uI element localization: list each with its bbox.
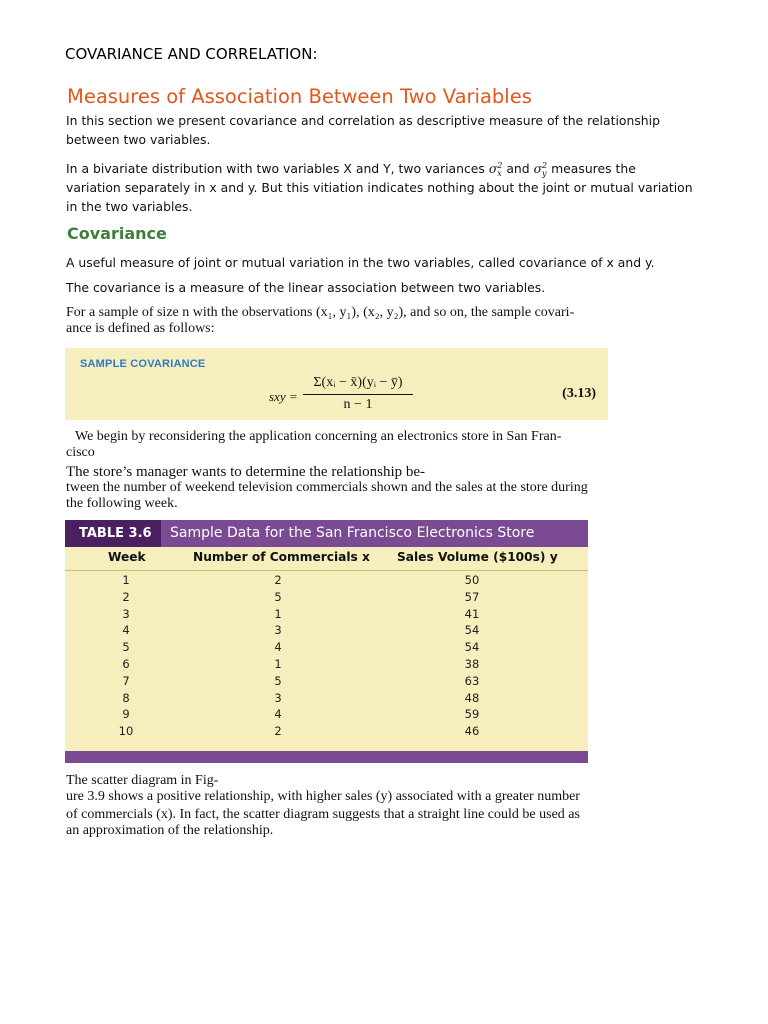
sigma-y-sub: y bbox=[542, 169, 547, 178]
table-row bbox=[65, 622, 588, 639]
table-caption: Sample Data for the San Francisco Electronics Store bbox=[170, 525, 535, 541]
sample-line-1: For a sample of size n with the observations (x₁, y₁), (x₂, y₂), and so on, the sample covari- bbox=[66, 305, 575, 320]
covariance-line-2: The covariance is a measure of the linear association between two variables. bbox=[66, 280, 546, 295]
intro-line-2: between two variables. bbox=[66, 132, 211, 147]
data-table bbox=[65, 520, 588, 763]
cell-sales: 63 bbox=[464, 673, 480, 688]
section-title: Measures of Association Between Two Variables bbox=[67, 85, 532, 108]
scatter-line-1: The scatter diagram in Fig- bbox=[66, 773, 219, 788]
cell-sales: 48 bbox=[464, 690, 480, 705]
cell-week: 10 bbox=[118, 724, 134, 739]
cell-commercials: 3 bbox=[274, 690, 282, 705]
table-row bbox=[65, 639, 588, 656]
column-header-rule bbox=[65, 570, 588, 571]
bivariate-line-1 bbox=[66, 159, 696, 178]
cell-sales: 54 bbox=[464, 623, 480, 638]
table-row bbox=[65, 572, 588, 589]
column-header-sales: Sales Volume ($100s) y bbox=[397, 550, 558, 564]
sigma-x-symbol bbox=[489, 161, 503, 176]
sigma-y-symbol bbox=[534, 161, 548, 176]
table-row bbox=[65, 606, 588, 623]
cell-week: 9 bbox=[122, 707, 130, 722]
reconsider-paragraph bbox=[66, 429, 635, 461]
cell-sales: 59 bbox=[464, 707, 480, 722]
cell-commercials: 4 bbox=[274, 640, 282, 655]
cell-week: 2 bbox=[122, 589, 130, 604]
cell-commercials: 5 bbox=[274, 589, 282, 604]
intro-paragraph bbox=[66, 111, 696, 149]
sample-paragraph bbox=[66, 305, 626, 337]
sigma-y-letter: σ bbox=[533, 161, 543, 176]
cell-commercials: 1 bbox=[274, 606, 282, 621]
table-tag: TABLE 3.6 bbox=[65, 520, 161, 547]
scatter-line-4: an approximation of the relationship. bbox=[66, 823, 274, 838]
column-header-week: Week bbox=[108, 550, 146, 564]
table-row bbox=[65, 589, 588, 606]
cell-commercials: 2 bbox=[274, 573, 282, 587]
table-row bbox=[65, 723, 588, 740]
sample-line-2: ance is defined as follows: bbox=[66, 321, 215, 336]
formula-box bbox=[65, 348, 608, 420]
cell-commercials: 5 bbox=[274, 673, 282, 688]
intro-line-1: In this section we present covariance and correlation as descriptive measure of the relationship bbox=[66, 113, 660, 128]
cell-week: 4 bbox=[122, 623, 130, 638]
cell-commercials: 3 bbox=[274, 623, 282, 638]
table-row bbox=[65, 690, 588, 707]
manager-line-2: tween the number of weekend television commercials shown and the sales at the store during bbox=[66, 480, 588, 495]
scatter-paragraph bbox=[66, 773, 626, 839]
cell-week: 3 bbox=[122, 606, 130, 621]
covariance-paragraph bbox=[66, 250, 696, 300]
sigma-y-sup: 2 bbox=[542, 161, 548, 170]
formula-label: SAMPLE COVARIANCE bbox=[80, 358, 206, 370]
cell-sales: 57 bbox=[464, 589, 480, 604]
table-header-bar bbox=[65, 520, 588, 547]
cell-sales: 50 bbox=[464, 573, 480, 587]
reconsider-line-2: cisco bbox=[66, 445, 95, 460]
formula-numerator: Σ(xᵢ − x̄)(yᵢ − ȳ) bbox=[303, 375, 413, 395]
cell-week: 6 bbox=[122, 656, 130, 671]
sigma-x-letter: σ bbox=[488, 161, 498, 176]
cell-week: 8 bbox=[122, 690, 130, 705]
cell-sales: 54 bbox=[464, 640, 480, 655]
cell-week: 7 bbox=[122, 673, 130, 688]
bivariate-line-1-suffix: measures the bbox=[547, 161, 636, 176]
manager-line-3: the following week. bbox=[66, 496, 178, 511]
column-header-commercials: Number of Commercials x bbox=[193, 550, 370, 564]
formula-denominator: n − 1 bbox=[343, 397, 373, 412]
page-heading: COVARIANCE AND CORRELATION: bbox=[65, 45, 318, 63]
formula-lhs: sxy = bbox=[269, 389, 298, 404]
cell-sales: 46 bbox=[464, 724, 480, 739]
table-row bbox=[65, 673, 588, 690]
formula-number: (3.13) bbox=[562, 386, 596, 401]
manager-paragraph bbox=[66, 464, 626, 512]
bivariate-and: and bbox=[502, 161, 534, 176]
cell-week: 1 bbox=[122, 573, 130, 587]
scatter-line-3: of commercials (x). In fact, the scatter diagram suggests that a straight line could be used as bbox=[66, 807, 580, 822]
scatter-line-2: ure 3.9 shows a positive relationship, with higher sales (y) associated with a greater number bbox=[66, 789, 580, 804]
bivariate-paragraph bbox=[66, 159, 696, 216]
cell-commercials: 2 bbox=[274, 724, 282, 739]
cell-sales: 41 bbox=[464, 606, 480, 621]
manager-line-1: The store’s manager wants to determine the relationship be- bbox=[66, 464, 426, 480]
bivariate-line-2: variation separately in x and y. But this vitiation indicates nothing about the joint or mutual variation bbox=[66, 180, 693, 195]
cell-sales: 38 bbox=[464, 656, 480, 671]
covariance-title: Covariance bbox=[67, 224, 167, 243]
formula-fraction bbox=[303, 375, 413, 413]
cell-commercials: 1 bbox=[274, 656, 282, 671]
reconsider-line-1: We begin by reconsidering the application concerning an electronics store in San Fran- bbox=[75, 429, 562, 444]
cell-week: 5 bbox=[122, 640, 130, 655]
table-bottom-bar bbox=[65, 751, 588, 763]
sigma-x-sup: 2 bbox=[497, 161, 503, 170]
sigma-x-sub: x bbox=[497, 169, 502, 178]
covariance-line-1: A useful measure of joint or mutual variation in the two variables, called covariance of x and y. bbox=[66, 255, 655, 270]
bivariate-line-1-prefix: In a bivariate distribution with two variables X and Y, two variances bbox=[66, 161, 489, 176]
table-row bbox=[65, 706, 588, 723]
table-row bbox=[65, 656, 588, 673]
table-rows bbox=[65, 572, 588, 740]
bivariate-line-3: in the two variables. bbox=[66, 199, 193, 214]
cell-commercials: 4 bbox=[274, 707, 282, 722]
